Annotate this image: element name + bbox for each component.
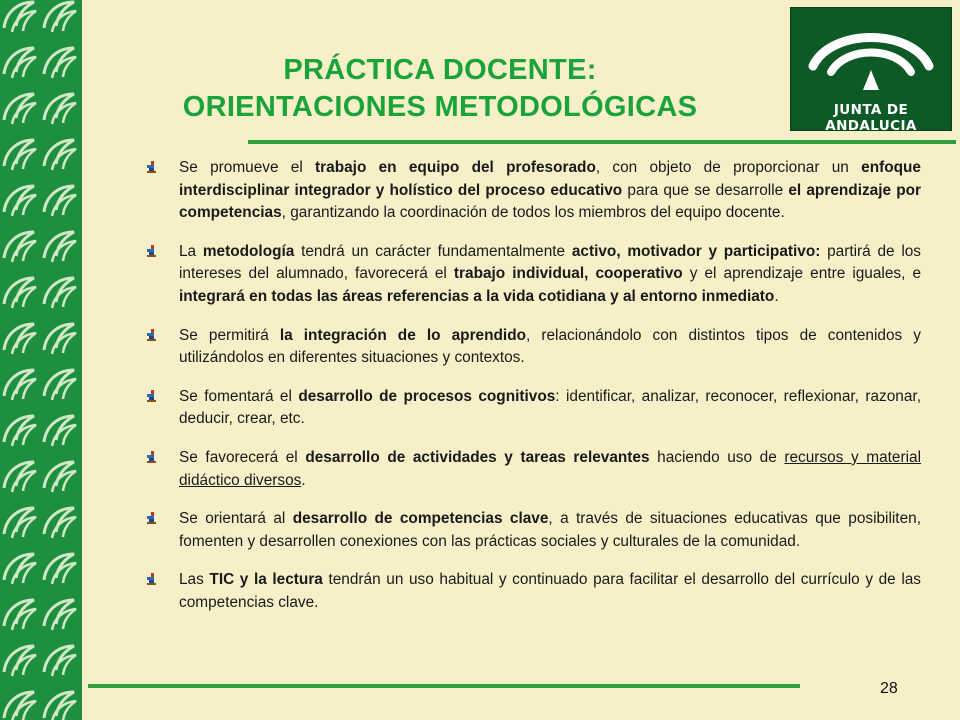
leaf-motif-icon: [4, 278, 36, 308]
bullet-item: [145, 508, 921, 553]
leaf-motif-icon: [44, 94, 76, 124]
leaf-motif-icon: [44, 692, 76, 720]
bullet-text: haciendo uso de: [649, 448, 785, 466]
leaf-motif-icon: [44, 278, 76, 308]
bullet-text: Se permitirá: [179, 326, 280, 344]
bullet-text: y el aprendizaje entre iguales, e: [682, 265, 922, 283]
leaf-pattern-icon: [0, 0, 82, 720]
leaf-motif-icon: [44, 2, 76, 32]
slide-title: [120, 52, 760, 126]
bullet-text-emphasis: trabajo en equipo del profesorado: [315, 159, 596, 176]
bullet-text: , relacionándolo con distintos tipos de contenidos y utilizándolos en diferentes situaciones y contextos.: [179, 326, 921, 367]
page-number: 28: [880, 680, 898, 697]
leaf-motif-icon: [44, 186, 76, 216]
bullet-text: tendrá un carácter fundamentalmente: [294, 242, 572, 260]
leaf-motif-icon: [44, 646, 76, 676]
leaf-motif-icon: [44, 508, 76, 538]
bullet-text-emphasis: desarrollo de actividades y tareas relevantes: [305, 448, 650, 466]
leaf-motif-icon: [4, 140, 36, 170]
leaf-motif-icon: [4, 232, 36, 262]
leaf-motif-icon: [4, 416, 36, 446]
junta-de-andalucia-logo: [790, 7, 952, 134]
leaf-motif-icon: [44, 554, 76, 584]
bullet-text: , con objeto de proporcionar un: [595, 159, 862, 176]
leaf-motif-icon: [44, 416, 76, 446]
bullet-text-underline: recursos y material didáctico diversos: [179, 448, 921, 489]
title-line-1: PRÁCTICA DOCENTE:: [283, 54, 597, 86]
leaf-motif-icon: [4, 462, 36, 492]
leaf-motif-icon: [44, 600, 76, 630]
bullet-marker-icon: [145, 573, 159, 587]
bullet-marker-icon: [145, 245, 159, 259]
decorative-side-band: [0, 0, 82, 720]
bullet-text: La: [179, 242, 203, 260]
bullet-text-emphasis: la integración de lo aprendido: [279, 326, 526, 344]
bullet-item: [145, 447, 921, 492]
title-line-2: ORIENTACIONES METODOLÓGICAS: [182, 91, 698, 123]
leaf-motif-icon: [44, 48, 76, 78]
bullet-item: [145, 569, 921, 614]
bullet-text: Se favorecerá el: [179, 448, 306, 466]
leaf-motif-icon: [4, 370, 36, 400]
leaf-motif-icon: [4, 692, 36, 720]
bullet-text: Se orientará al: [179, 510, 293, 528]
leaf-motif-icon: [44, 462, 76, 492]
bullet-marker-icon: [145, 512, 159, 526]
bullet-text-emphasis: desarrollo de procesos cognitivos: [298, 387, 556, 405]
bullet-text-emphasis: integrará en todas las áreas referencias a la vida cotidiana y al entorno inmediato: [179, 287, 775, 305]
bullet-text: partirá de los intereses del alumnado, favorecerá el: [179, 242, 921, 283]
leaf-motif-icon: [4, 2, 36, 32]
bullet-text: .: [774, 287, 779, 305]
bullet-text: , garantizando la coordinación de todos los miembros del equipo docente.: [281, 204, 785, 222]
bullet-text-emphasis: desarrollo de competencias clave: [292, 510, 549, 528]
bullet-text-emphasis: trabajo individual, cooperativo: [453, 265, 683, 283]
bullet-text: Se fomentará el: [179, 387, 299, 405]
bullet-item: [145, 157, 921, 225]
bullet-text: tendrán un uso habitual y continuado para facilitar el desarrollo del currículo y de las competencias clave.: [179, 571, 921, 611]
bullet-marker-icon: [145, 390, 159, 404]
leaf-motif-icon: [4, 48, 36, 78]
bullet-text: Se promueve el: [179, 159, 316, 176]
bullet-marker-icon: [145, 451, 159, 465]
bullet-item: [145, 386, 921, 431]
bullet-text-emphasis: metodología: [202, 242, 295, 260]
leaf-motif-icon: [44, 370, 76, 400]
leaf-motif-icon: [44, 232, 76, 262]
bullet-text: , a través de situaciones educativas que posibiliten, fomenten y desarrollen conexiones con las prácticas sociales y culturales de la comunidad.: [179, 510, 921, 550]
footer-divider: [88, 684, 800, 688]
logo-text: JUNTA DE ANDALUCIA: [825, 102, 917, 134]
bullet-text-emphasis: TIC y la lectura: [209, 571, 323, 589]
bullet-text: para que se desarrolle: [622, 181, 789, 199]
leaf-motif-icon: [44, 140, 76, 170]
leaf-motif-icon: [4, 646, 36, 676]
leaf-motif-icon: [4, 186, 36, 216]
bullet-text: .: [301, 471, 306, 489]
leaf-motif-icon: [4, 600, 36, 630]
leaf-motif-icon: [4, 554, 36, 584]
bullet-list: [145, 157, 921, 631]
bullet-text: Las: [179, 571, 210, 589]
bullet-marker-icon: [145, 329, 159, 343]
leaf-motif-icon: [4, 94, 36, 124]
bullet-marker-icon: [145, 161, 159, 175]
bullet-item: [145, 241, 921, 309]
bullet-text-emphasis: enfoque interdisciplinar integrador y holístico del proceso educativo: [179, 159, 921, 199]
title-divider: [248, 140, 956, 144]
bullet-text: : identificar, analizar, reconocer, reflexionar, razonar, deducir, crear, etc.: [179, 387, 921, 428]
leaf-motif-icon: [44, 324, 76, 354]
leaf-motif-icon: [4, 508, 36, 538]
leaf-motif-icon: [4, 324, 36, 354]
bullet-text-emphasis: el aprendizaje por competencias: [179, 181, 922, 222]
bullet-text-emphasis: activo, motivador y participativo:: [571, 242, 821, 260]
bullet-item: [145, 325, 921, 370]
